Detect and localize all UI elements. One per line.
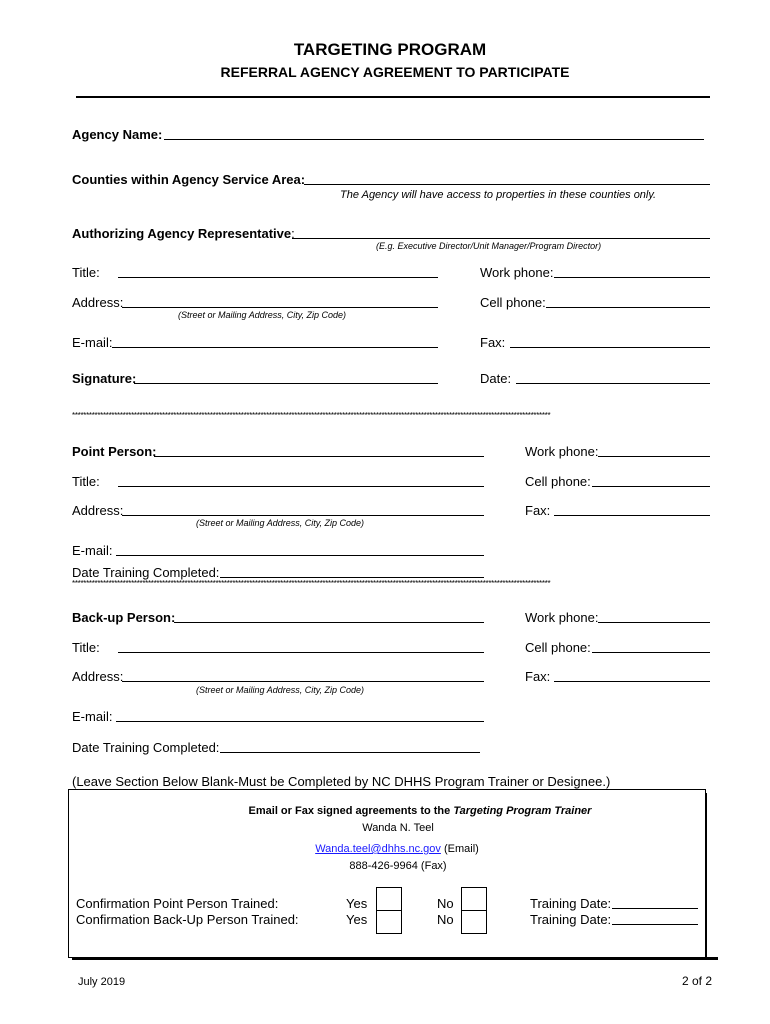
agency-name-label: Agency Name: xyxy=(72,127,163,142)
point-fax-field[interactable] xyxy=(554,515,710,516)
rep-label: Authorizing Agency Representative xyxy=(72,226,292,241)
rep-note: (E.g. Executive Director/Unit Manager/Program Director) xyxy=(376,241,602,251)
agency-cell-phone-field[interactable] xyxy=(546,307,710,308)
footer-page-number: 2 of 2 xyxy=(682,974,713,988)
backup-person-field[interactable] xyxy=(174,622,484,623)
backup-fax-label: Fax: xyxy=(525,669,551,684)
page-title: TARGETING PROGRAM xyxy=(293,40,487,59)
backup-work-phone-label: Work phone: xyxy=(525,610,599,625)
agency-fax-field[interactable] xyxy=(510,347,710,348)
rep-field[interactable] xyxy=(292,238,710,239)
backup-training-date-label: Training Date: xyxy=(530,912,612,927)
point-work-phone-field[interactable] xyxy=(598,456,710,457)
point-yes-checkbox[interactable] xyxy=(376,887,402,911)
confirm-backup-label: Confirmation Back-Up Person Trained: xyxy=(76,912,299,927)
point-person-label: Point Person: xyxy=(72,444,157,459)
email-fax-prefix: Email or Fax signed agreements to the xyxy=(248,805,454,817)
backup-email-label: E-mail: xyxy=(72,709,113,724)
point-training-field[interactable] xyxy=(220,577,484,578)
page-subtitle: REFERRAL AGENCY AGREEMENT TO PARTICIPATE xyxy=(220,64,570,80)
point-email-field[interactable] xyxy=(116,555,484,556)
backup-email-field[interactable] xyxy=(116,721,484,722)
agency-title-label: Title: xyxy=(72,265,100,280)
confirm-point-yes-label: Yes xyxy=(346,896,368,911)
agency-work-phone-field[interactable] xyxy=(554,277,710,278)
header-rule xyxy=(76,96,710,98)
point-title-field[interactable] xyxy=(118,486,484,487)
trainer-email-link[interactable]: Wanda.teel@dhhs.nc.gov xyxy=(315,843,441,855)
trainer-instruction: (Leave Section Below Blank-Must be Completed by NC DHHS Program Trainer or Designee.) xyxy=(72,774,611,789)
agency-date-label: Date: xyxy=(480,371,512,386)
signature-label: Signature: xyxy=(72,371,137,386)
backup-training-field[interactable] xyxy=(220,752,480,753)
point-title-label: Title: xyxy=(72,474,100,489)
point-cell-phone-field[interactable] xyxy=(592,486,710,487)
agency-cell-phone-label: Cell phone: xyxy=(480,295,546,310)
backup-training-date-field[interactable] xyxy=(612,924,698,925)
agency-title-field[interactable] xyxy=(118,277,438,278)
backup-address-label: Address: xyxy=(72,669,124,684)
rep-label-row xyxy=(72,226,295,241)
backup-title-field[interactable] xyxy=(118,652,484,653)
trainer-email-line xyxy=(0,843,770,855)
backup-title-label: Title: xyxy=(72,640,100,655)
agency-fax-label: Fax: xyxy=(480,335,506,350)
counties-note: The Agency will have access to properties in these counties only. xyxy=(340,189,657,201)
point-person-field[interactable] xyxy=(154,456,484,457)
backup-training-label: Date Training Completed: xyxy=(72,740,220,755)
rep-colon: : xyxy=(291,226,295,241)
point-training-label: Date Training Completed: xyxy=(72,565,220,580)
point-address-field[interactable] xyxy=(122,515,484,516)
confirm-point-label: Confirmation Point Person Trained: xyxy=(76,896,279,911)
trainer-box-shadow-bottom xyxy=(72,957,718,960)
agency-name-field[interactable] xyxy=(164,139,704,140)
point-training-date-label: Training Date: xyxy=(530,896,612,911)
trainer-box-shadow-right xyxy=(705,793,707,959)
point-training-date-field[interactable] xyxy=(612,908,698,909)
backup-cell-phone-field[interactable] xyxy=(592,652,710,653)
agency-address-note: (Street or Mailing Address, City, Zip Code) xyxy=(178,310,347,320)
point-work-phone-label: Work phone: xyxy=(525,444,599,459)
agency-work-phone-label: Work phone: xyxy=(480,265,554,280)
confirm-backup-no-label: No xyxy=(437,912,454,927)
point-fax-label: Fax: xyxy=(525,503,551,518)
backup-yes-checkbox[interactable] xyxy=(376,910,402,934)
point-cell-phone-label: Cell phone: xyxy=(525,474,591,489)
counties-field[interactable] xyxy=(304,184,710,185)
email-fax-emph: Targeting Program Trainer xyxy=(453,805,592,817)
agency-email-field[interactable] xyxy=(112,347,438,348)
agency-date-field[interactable] xyxy=(516,383,710,384)
signature-field[interactable] xyxy=(134,383,438,384)
backup-no-checkbox[interactable] xyxy=(461,910,487,934)
confirm-point-no-label: No xyxy=(437,896,454,911)
point-email-label: E-mail: xyxy=(72,543,113,558)
trainer-email-suffix: (Email) xyxy=(440,843,479,855)
agency-email-label: E-mail: xyxy=(72,335,113,350)
backup-address-note: (Street or Mailing Address, City, Zip Code) xyxy=(196,685,365,695)
backup-address-field[interactable] xyxy=(122,681,484,682)
counties-label: Counties within Agency Service Area: xyxy=(72,172,306,187)
backup-person-label: Back-up Person: xyxy=(72,610,176,625)
email-fax-instruction xyxy=(0,805,770,817)
point-address-note: (Street or Mailing Address, City, Zip Code) xyxy=(196,518,365,528)
footer-date: July 2019 xyxy=(78,976,126,988)
agency-address-field[interactable] xyxy=(122,307,438,308)
agency-address-label: Address: xyxy=(72,295,124,310)
point-no-checkbox[interactable] xyxy=(461,887,487,911)
backup-cell-phone-label: Cell phone: xyxy=(525,640,591,655)
trainer-name: Wanda N. Teel xyxy=(362,822,434,834)
point-address-label: Address: xyxy=(72,503,124,518)
confirm-backup-yes-label: Yes xyxy=(346,912,368,927)
trainer-fax: 888-426-9964 (Fax) xyxy=(349,860,447,872)
separator: ************************************************************************************************************************************************************************** xyxy=(72,412,551,420)
backup-work-phone-field[interactable] xyxy=(598,622,710,623)
separator: ************************************************************************************************************************************************************************** xyxy=(72,580,551,588)
backup-fax-field[interactable] xyxy=(554,681,710,682)
